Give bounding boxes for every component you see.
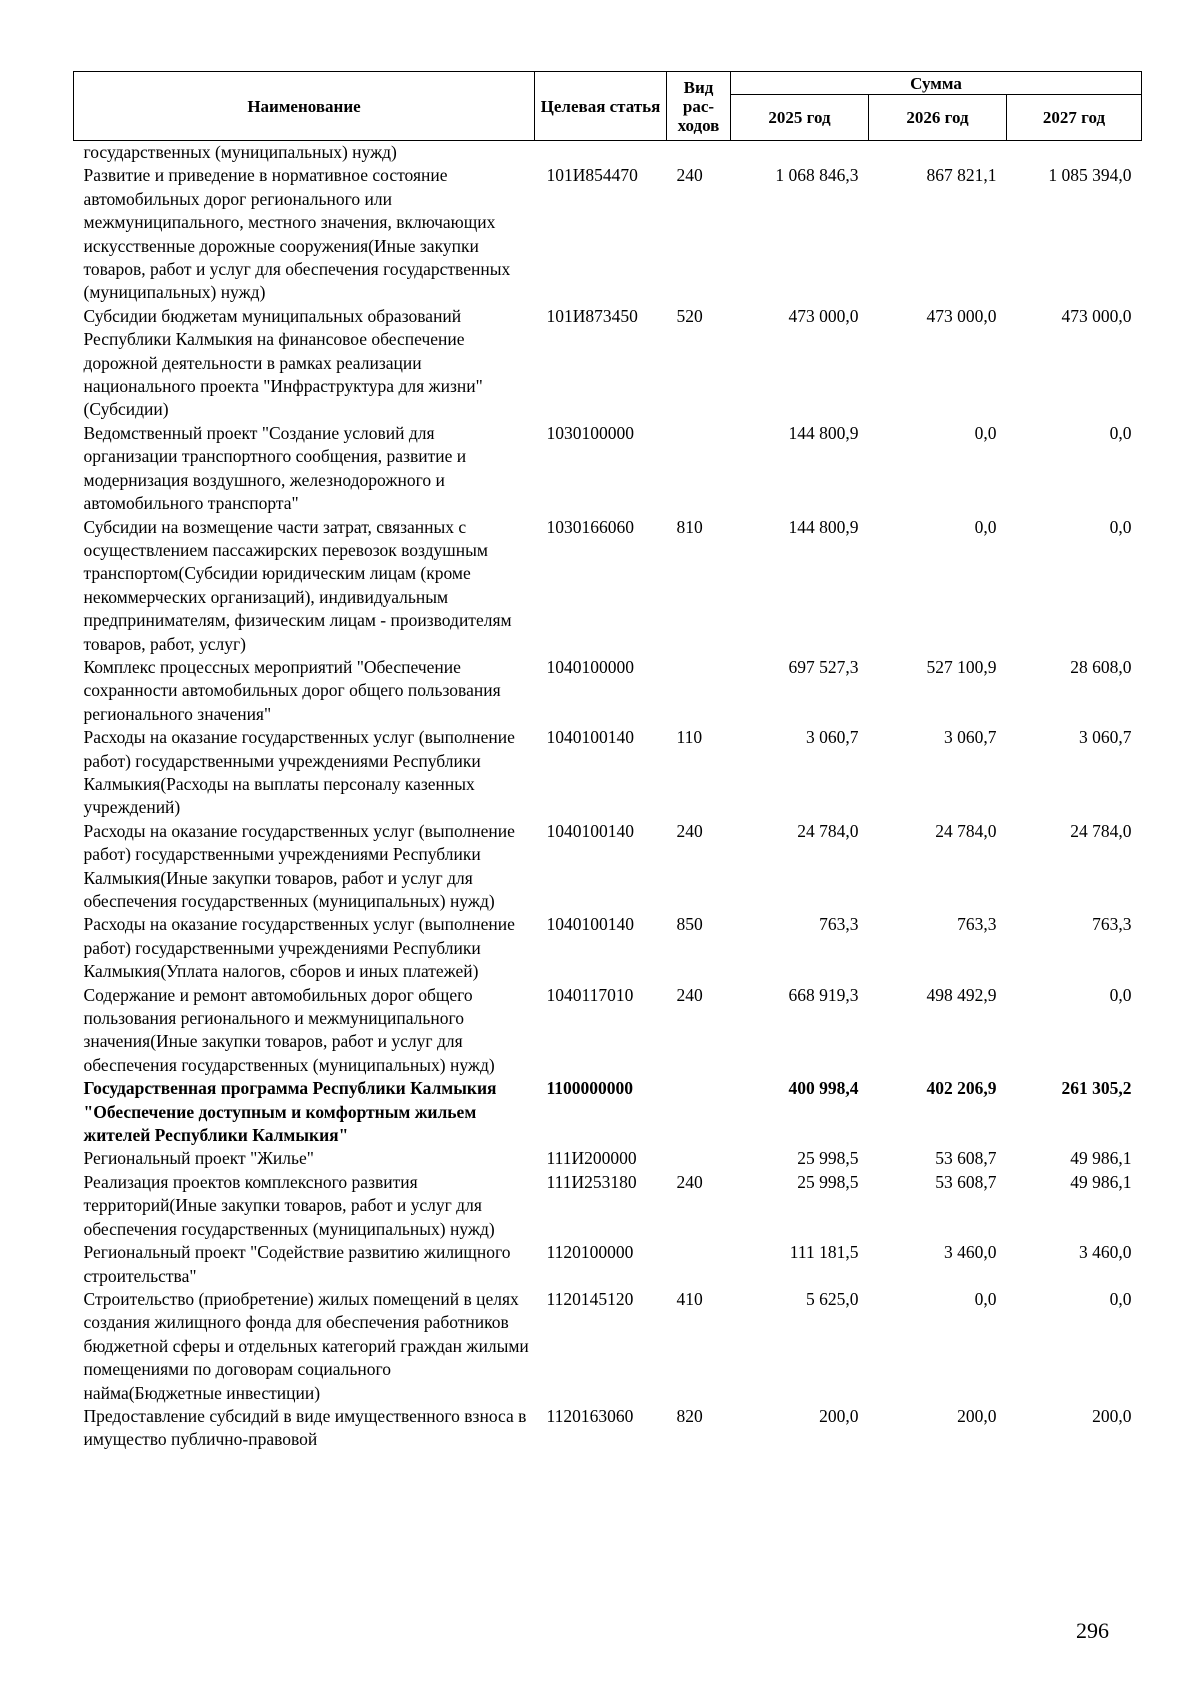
row-sum-2027: 200,0 xyxy=(1092,1405,1132,1426)
row-code: 1040100140 xyxy=(546,727,634,748)
row-sum-2026: 527 100,9 xyxy=(926,656,997,677)
row-sum-2025: 25 998,5 xyxy=(797,1148,859,1169)
row-sum-2027: 49 986,1 xyxy=(1070,1148,1132,1169)
row-name: Расходы на оказание государственных услуг (выполнение работ) государственными учреждениями Республики Калмыкия(Уплата налогов, сборов и иных платежей) xyxy=(83,914,515,982)
row-sum-2025: 24 784,0 xyxy=(797,820,859,841)
table-row xyxy=(74,1288,1142,1405)
row-sum-2027: 24 784,0 xyxy=(1070,820,1132,841)
row-sum-2026: 0,0 xyxy=(974,516,997,537)
row-name: Предоставление субсидий в виде имущественного взноса в имущество публично-правовой xyxy=(83,1405,527,1450)
row-name: Развитие и приведение в нормативное состояние автомобильных дорог регионального или межмуниципального, местного значения, включающих искусственные дорожные сооружения(Иные закупки товаров, работ и услуг для обеспечения государственных (муниципальных) нужд) xyxy=(83,165,511,303)
row-name: Реализация проектов комплексного развития территорий(Иные закупки товаров, работ и услуг для обеспечения государственных (муниципальных) нужд) xyxy=(83,1171,495,1239)
header-vid: Вид рас-ходов xyxy=(667,72,731,141)
row-sum-2025: 473 000,0 xyxy=(788,305,859,326)
row-sum-2026: 53 608,7 xyxy=(935,1148,997,1169)
row-code: 1100000000 xyxy=(546,1078,634,1099)
row-sum-2025: 3 060,7 xyxy=(806,727,859,748)
table-body xyxy=(74,141,1142,1452)
row-code: 1030166060 xyxy=(546,516,634,537)
table-row xyxy=(74,1147,1142,1170)
row-vid xyxy=(667,1147,731,1170)
row-sum-2027: 0,0 xyxy=(1109,1288,1132,1309)
header-year-2027: 2027 год xyxy=(1007,95,1142,141)
table-row xyxy=(74,422,1142,516)
row-name: Строительство (приобретение) жилых помещений в целях создания жилищного фонда для обеспечения работников бюджетной сферы и отдельных категорий граждан жилыми помещениями по договорам социального найма(Бюджетные инвестиции) xyxy=(83,1288,529,1403)
row-sum-2026: 0,0 xyxy=(974,422,997,443)
table-row xyxy=(74,305,1142,422)
row-code: 101И854470 xyxy=(546,165,638,186)
header-sum: Сумма xyxy=(731,72,1142,95)
row-code: 1040100140 xyxy=(546,820,634,841)
row-sum-2027: 261 305,2 xyxy=(1061,1078,1132,1099)
row-name: Расходы на оказание государственных услуг (выполнение работ) государственными учреждениями Республики Калмыкия(Иные закупки товаров, работ и услуг для обеспечения государственных (муниципальных) нужд) xyxy=(83,820,515,911)
budget-table-page xyxy=(73,71,1141,1452)
row-name: Ведомственный проект "Создание условий для организации транспортного сообщения, развитие и модернизация воздушного, железнодорожного и автомобильного транспорта" xyxy=(83,422,467,514)
row-name: Расходы на оказание государственных услуг (выполнение работ) государственными учреждениями Республики Калмыкия(Расходы на выплаты персоналу казенных учреждений) xyxy=(83,727,515,818)
table-row xyxy=(74,984,1142,1078)
row-vid: 240 xyxy=(676,1171,703,1192)
row-code: 1030100000 xyxy=(546,422,634,443)
row-sum-2025: 1 068 846,3 xyxy=(775,165,859,186)
row-sum-2027: 0,0 xyxy=(1109,422,1132,443)
row-name: государственных (муниципальных) нужд) xyxy=(83,142,397,162)
row-sum-2025: 200,0 xyxy=(819,1405,859,1426)
row-code: 1040100140 xyxy=(546,914,634,935)
row-sum-2026: 24 784,0 xyxy=(935,820,997,841)
row-sum-2026: 3 460,0 xyxy=(944,1242,997,1263)
row-name: Государственная программа Республики Калмыкия "Обеспечение доступным и комфортным жильем жителей Республики Калмыкия" xyxy=(83,1078,497,1146)
row-code: 101И873450 xyxy=(546,305,638,326)
row-code: 1120145120 xyxy=(546,1288,634,1309)
row-sum-2026 xyxy=(869,141,1007,165)
table-row xyxy=(74,1241,1142,1288)
row-sum-2027 xyxy=(1007,141,1142,165)
row-sum-2025: 668 919,3 xyxy=(788,984,859,1005)
row-vid: 820 xyxy=(676,1405,703,1426)
row-vid xyxy=(667,1241,731,1288)
row-sum-2027: 0,0 xyxy=(1109,516,1132,537)
row-sum-2025 xyxy=(731,141,869,165)
row-sum-2025: 144 800,9 xyxy=(788,516,859,537)
table-header xyxy=(74,72,1142,141)
row-code: 1040100000 xyxy=(546,656,634,677)
table-row xyxy=(74,164,1142,304)
row-vid: 410 xyxy=(676,1288,703,1309)
row-sum-2027: 28 608,0 xyxy=(1070,656,1132,677)
row-sum-2026: 402 206,9 xyxy=(926,1078,997,1099)
table-row xyxy=(74,820,1142,914)
budget-table xyxy=(73,71,1142,1452)
table-row xyxy=(74,726,1142,820)
row-vid: 810 xyxy=(676,516,703,537)
row-code: 1040117010 xyxy=(546,984,634,1005)
row-vid xyxy=(667,141,731,165)
row-name: Субсидии на возмещение части затрат, связанных с осуществлением пассажирских перевозок воздушным транспортом(Субсидии юридическим лицам (кроме некоммерческих организаций), индивидуальным предпринимателям, физическим лицам - производителям товаров, работ, услуг) xyxy=(83,516,512,654)
row-name: Содержание и ремонт автомобильных дорог общего пользования регионального и межмуниципального значения(Иные закупки товаров, работ и услуг для обеспечения государственных (муниципальных) нужд) xyxy=(83,984,495,1075)
row-code: 1120100000 xyxy=(546,1242,634,1263)
table-row xyxy=(74,1405,1142,1452)
table-row xyxy=(74,913,1142,983)
row-sum-2026: 763,3 xyxy=(957,914,997,935)
row-sum-2026: 498 492,9 xyxy=(926,984,997,1005)
row-sum-2025: 697 527,3 xyxy=(788,656,859,677)
row-vid: 240 xyxy=(676,165,703,186)
row-sum-2025: 144 800,9 xyxy=(788,422,859,443)
table-row xyxy=(74,141,1142,165)
row-vid: 520 xyxy=(676,305,703,326)
row-code: 111И253180 xyxy=(546,1171,637,1192)
row-sum-2027: 763,3 xyxy=(1092,914,1132,935)
row-sum-2025: 763,3 xyxy=(819,914,859,935)
row-sum-2025: 25 998,5 xyxy=(797,1171,859,1192)
row-sum-2025: 400 998,4 xyxy=(788,1078,859,1099)
row-sum-2027: 49 986,1 xyxy=(1070,1171,1132,1192)
table-row xyxy=(74,516,1142,656)
table-row xyxy=(74,1077,1142,1147)
row-name: Комплекс процессных мероприятий "Обеспечение сохранности автомобильных дорог общего пользования регионального значения" xyxy=(83,656,501,724)
row-vid xyxy=(667,656,731,726)
header-year-2026: 2026 год xyxy=(869,95,1007,141)
row-vid: 850 xyxy=(676,914,703,935)
row-sum-2026: 867 821,1 xyxy=(926,165,997,186)
header-year-2025: 2025 год xyxy=(731,95,869,141)
row-sum-2027: 1 085 394,0 xyxy=(1048,165,1132,186)
table-row xyxy=(74,1171,1142,1241)
row-vid: 240 xyxy=(676,820,703,841)
row-vid: 240 xyxy=(676,984,703,1005)
row-vid xyxy=(667,1077,731,1147)
row-name: Региональный проект "Жилье" xyxy=(83,1148,314,1169)
row-sum-2027: 473 000,0 xyxy=(1061,305,1132,326)
header-code: Целевая статья xyxy=(535,72,667,141)
table-row xyxy=(74,656,1142,726)
page-number: 296 xyxy=(1076,1618,1109,1643)
header-name: Наименование xyxy=(74,72,535,141)
row-vid xyxy=(667,422,731,516)
row-sum-2026: 0,0 xyxy=(974,1288,997,1309)
row-sum-2027: 0,0 xyxy=(1109,984,1132,1005)
row-code: 111И200000 xyxy=(546,1148,637,1169)
row-vid: 110 xyxy=(676,727,703,748)
row-sum-2026: 200,0 xyxy=(957,1405,997,1426)
row-sum-2025: 5 625,0 xyxy=(806,1288,859,1309)
row-name: Региональный проект "Содействие развитию жилищного строительства" xyxy=(83,1242,511,1286)
row-code xyxy=(535,141,667,165)
row-code: 1120163060 xyxy=(546,1405,634,1426)
row-name: Субсидии бюджетам муниципальных образований Республики Калмыкия на финансовое обеспечение дорожной деятельности в рамках реализации национального проекта "Инфраструктура для жизни"(Субсидии) xyxy=(83,305,483,420)
row-sum-2025: 111 181,5 xyxy=(789,1242,859,1263)
row-sum-2027: 3 460,0 xyxy=(1079,1242,1132,1263)
row-sum-2026: 53 608,7 xyxy=(935,1171,997,1192)
row-sum-2026: 473 000,0 xyxy=(926,305,997,326)
row-sum-2027: 3 060,7 xyxy=(1079,727,1132,748)
row-sum-2026: 3 060,7 xyxy=(944,727,997,748)
